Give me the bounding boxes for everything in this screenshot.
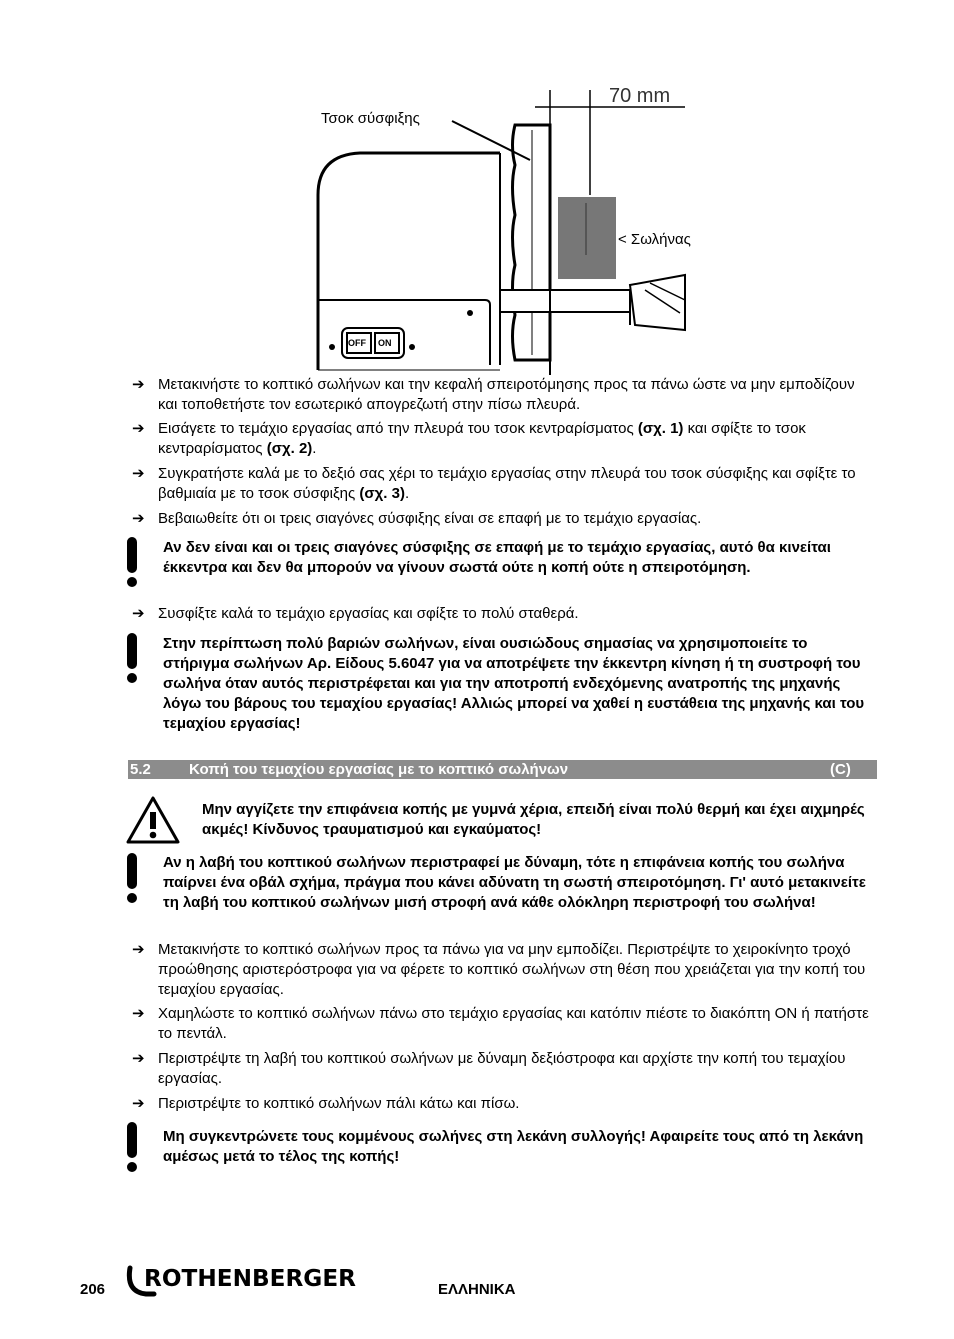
section-ref: (C) (830, 761, 851, 778)
step-item (132, 940, 877, 1000)
exclamation-icon (124, 633, 140, 688)
step-text: Χαμηλώστε το κοπτικό σωλήνων πάνω στο τεμάχιο εργασίας και κατόπιν πιέστε το διακόπτη ON ή πατήστε το πεντάλ. (158, 1005, 869, 1042)
arrow-icon: ➔ (132, 1005, 145, 1022)
note-oval-cut: Αν η λαβή του κοπτικού σωλήνων περιστραφεί με δύναμη, τότε η επιφάνεια κοπής του σωλήνα παίρνει ένα οβάλ σχήμα, πράγμα που κάνει αδύνατη τη σωστή σπειροτόμηση. Γι' αυτό μετακινείτε τη λαβή του κοπτικού σωλήνων μισή στροφή ανά κάθε ολόκληρη περιστροφή του σωλήνα! (163, 854, 866, 911)
step-item (132, 1094, 877, 1114)
step-item (132, 375, 877, 415)
step-item (132, 1049, 877, 1089)
section-title: Κοπή του τεμαχίου εργασίας με το κοπτικό σωλήνων (189, 761, 569, 778)
step-text: Μετακινήστε το κοπτικό σωλήνων και την κεφαλή σπειροτόμησης προς τα πάνω ώστε να μην εμποδίζουν και τοποθετήστε τον εσωτερικό απογρεζωτή στην πίσω πλευρά. (158, 376, 855, 413)
exclamation-icon (124, 853, 140, 908)
arrow-icon: ➔ (132, 510, 145, 527)
note-heavy-pipes: Στην περίπτωση πολύ βαριών σωλήνων, είναι ουσιώδους σημασίας να χρησιμοποιείτε το στήριγμα σωλήνων Αρ. Είδους 5.6047 για να αποτρέψετε την έκκεντρη κίνηση ή τη συστροφή του σωλήνα όταν αυτός περιστρέφεται και για την αποτροπή ενδεχόμενης ανατροπής της μηχανής λόγω του βάρους του τεμαχίου εργασίας! Αλλιώς μπορεί να χαθεί η ευστάθεια της μηχανής και του τεμαχίου εργασίας! (163, 635, 865, 732)
note-collect-tray: Μη συγκεντρώνετε τους κομμένους σωλήνες στη λεκάνη συλλογής! Αφαιρείτε τους από τη λεκάνη αμέσως μετά το τέλος της κοπής! (163, 1128, 864, 1165)
step-text: Εισάγετε το τεμάχιο εργασίας από την πλευρά του τσοκ κεντραρίσματος (σχ. 1) και σφίξτε το τσοκ κεντραρίσματος (σχ. 2). (158, 420, 806, 457)
machine-illustration (300, 85, 720, 375)
step-item (132, 509, 877, 529)
step-item (132, 1004, 877, 1044)
svg-text:ROTHENBERGER: ROTHENBERGER (144, 1266, 357, 1292)
figure-label-clamp: Τσοκ σύσφιξης (321, 110, 420, 127)
arrow-icon: ➔ (132, 420, 145, 437)
exclamation-icon (124, 1122, 140, 1177)
note-jaws-contact: Αν δεν είναι και οι τρεις σιαγόνες σύσφιξης σε επαφή με το τεμάχιο εργασίας, αυτό θα κινείται έκκεντρα και δεν θα μπορούν να γίνουν σωστά ούτε η κοπή ούτε η σπειροτόμηση. (163, 539, 831, 576)
section-number: 5.2 (130, 761, 151, 778)
step-item (132, 464, 877, 504)
step-item (132, 419, 877, 459)
arrow-icon: ➔ (132, 376, 145, 393)
step-text: Μετακινήστε το κοπτικό σωλήνων προς τα πάνω για να μην εμποδίζει. Περιστρέψτε το χειροκίνητο τροχό προώθησης αριστερόστροφα για να φέρετε το κοπτικό σωλήνων στη θέση που χρειάζεται για την κοπή του τεμαχίου εργασίας. (158, 941, 866, 998)
section-header (128, 760, 877, 779)
exclamation-icon (124, 537, 140, 592)
arrow-icon: ➔ (132, 941, 145, 958)
figure-dimension: 70 mm (609, 85, 671, 107)
figure-label-pipe: < Σωλήνας (618, 231, 691, 248)
warning-hot-surface: Μην αγγίζετε την επιφάνεια κοπής με γυμνά χέρια, επειδή είναι πολύ θερμή και έχει αιχμηρές ακμές! Κίνδυνος τραυματισμού και εγκαύματος! (202, 801, 865, 838)
warning-triangle-icon (125, 795, 181, 850)
step-text: Περιστρέψτε το κοπτικό σωλήνων πάλι κάτω και πίσω. (158, 1095, 520, 1112)
arrow-icon: ➔ (132, 1050, 145, 1067)
figure-on-button-label: ON (378, 338, 392, 348)
step-tighten (132, 604, 877, 624)
language-label: ΕΛΛΗΝΙΚΑ (438, 1281, 516, 1298)
arrow-icon: ➔ (132, 605, 145, 622)
rothenberger-logo (124, 1262, 364, 1304)
figure-off-button-label: OFF (348, 338, 366, 348)
step-text: Βεβαιωθείτε ότι οι τρεις σιαγόνες σύσφιξης είναι σε επαφή με το τεμάχιο εργασίας. (158, 510, 702, 527)
arrow-icon: ➔ (132, 465, 145, 482)
arrow-icon: ➔ (132, 1095, 145, 1112)
page-number: 206 (80, 1281, 106, 1298)
step-text: Περιστρέψτε τη λαβή του κοπτικού σωλήνων με δύναμη δεξιόστροφα και αρχίστε την κοπή του τεμαχίου εργασίας. (158, 1050, 846, 1087)
step-text: Συσφίξτε καλά το τεμάχιο εργασίας και σφίξτε το πολύ σταθερά. (158, 605, 579, 622)
step-text: Συγκρατήστε καλά με το δεξιό σας χέρι το τεμάχιο εργασίας στην πλευρά του τσοκ σύσφιξης και σφίξτε το βαθμιαία με το τσοκ σύσφιξης (σχ. 3). (158, 465, 856, 502)
